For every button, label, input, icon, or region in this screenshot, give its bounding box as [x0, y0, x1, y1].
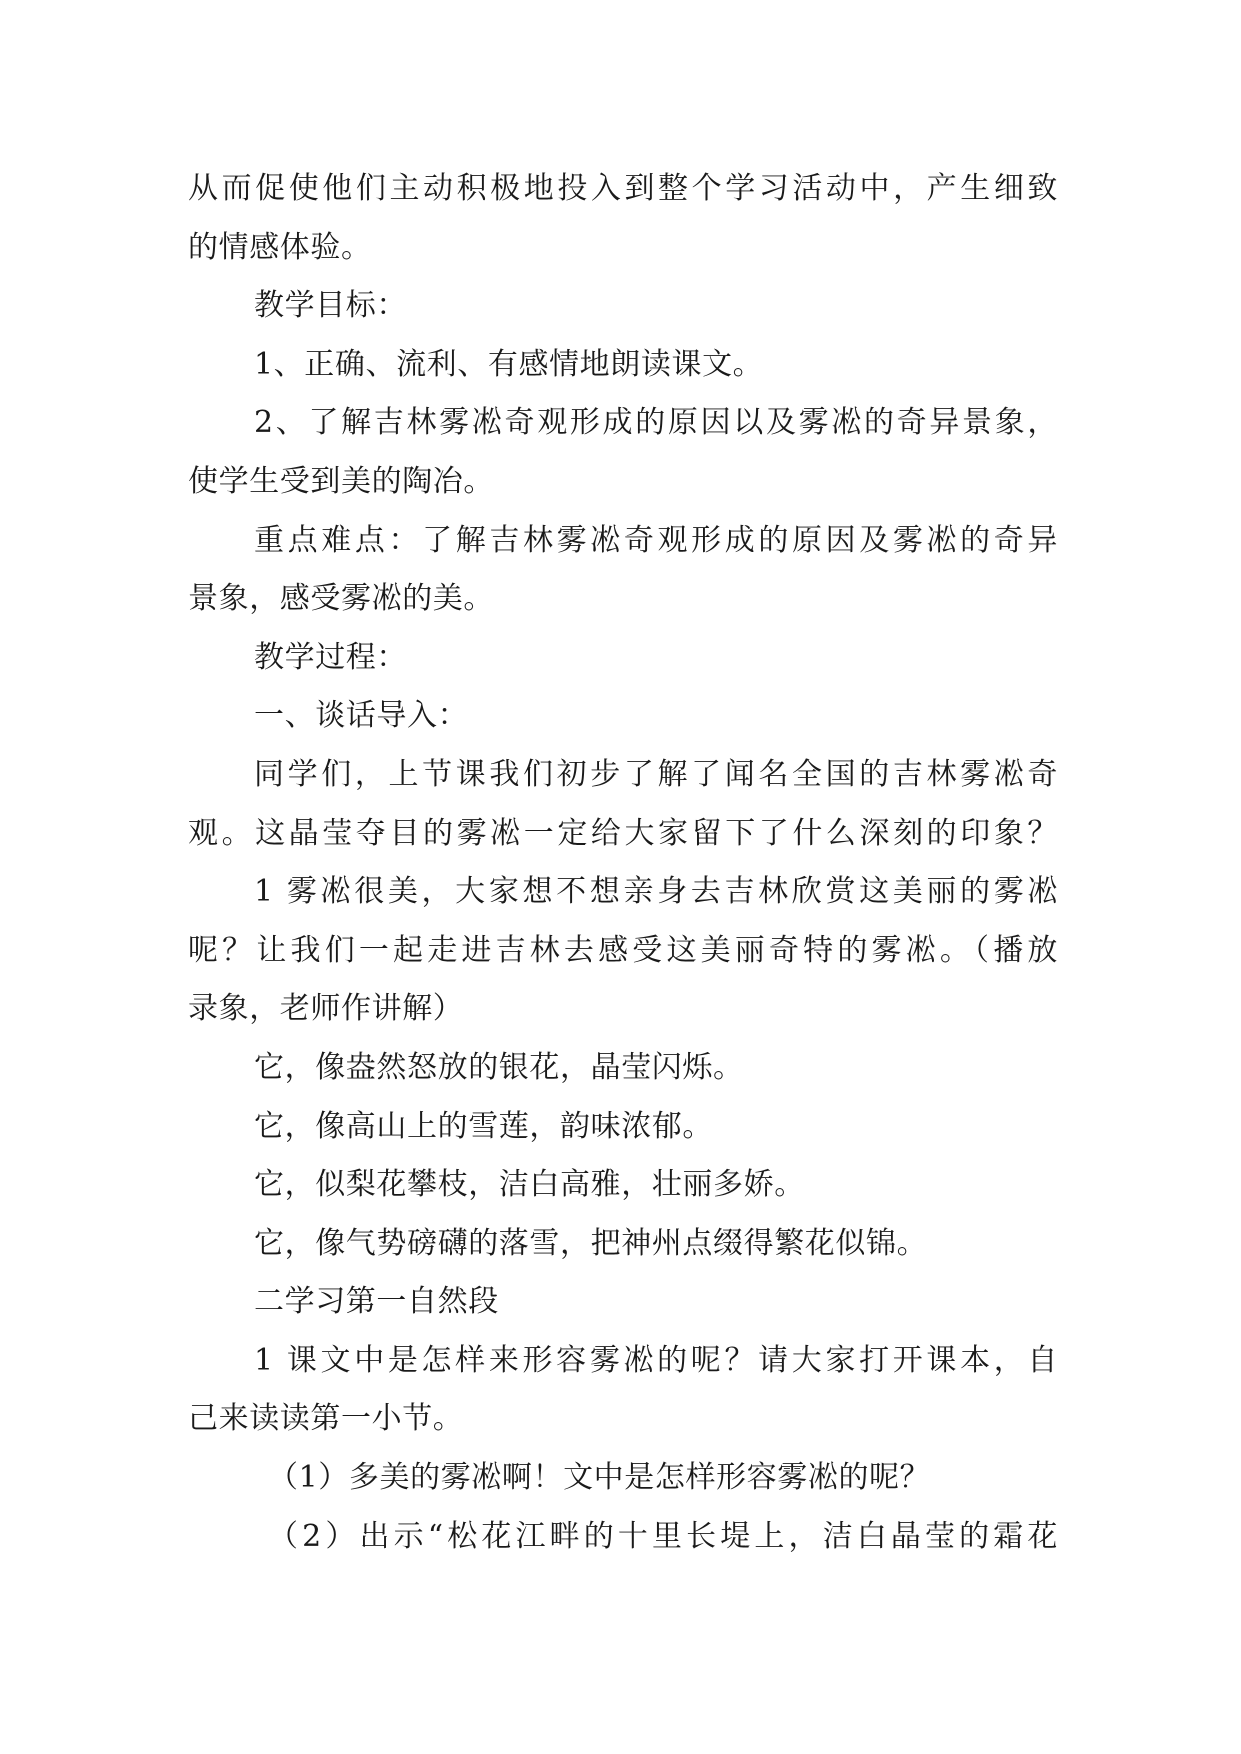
text-line: （1）多美的雾凇啊！文中是怎样形容雾凇的呢？ [268, 1460, 931, 1496]
text-line: 观。这晶莹夺目的雾凇一定给大家留下了什么深刻的印象？ [188, 815, 1058, 851]
text-line: 景象，感受雾凇的美。 [188, 581, 494, 617]
text-line: 重点难点：了解吉林雾凇奇观形成的原因及雾凇的奇异 [254, 522, 1058, 558]
text-line: 2、了解吉林雾凇奇观形成的原因以及雾凇的奇异景象， [254, 405, 1058, 441]
section-heading: 一、谈话导入： [254, 698, 469, 734]
text-line: 同学们，上节课我们初步了解了闻名全国的吉林雾凇奇 [254, 756, 1058, 792]
text-line: 从而促使他们主动积极地投入到整个学习活动中，产生细致 [188, 171, 1058, 206]
text-line: 使学生受到美的陶冶。 [188, 463, 494, 499]
text-line: 它，像高山上的雪莲，韵味浓郁。 [254, 1108, 713, 1144]
section-heading: 教学目标： [254, 288, 407, 324]
text-line: 1 雾凇很美，大家想不想亲身去吉林欣赏这美丽的雾凇 [254, 874, 1058, 910]
text-line: 录象，老师作讲解） [188, 991, 464, 1027]
text-line: 呢？让我们一起走进吉林去感受这美丽奇特的雾凇。（播放 [188, 932, 1058, 968]
document-body [188, 160, 1058, 1566]
text-line: 它，像气势磅礴的落雪，把神州点缀得繁花似锦。 [254, 1225, 928, 1261]
text-line: （2）出示“松花江畔的十里长堤上，洁白晶莹的霜花 [268, 1518, 1058, 1554]
text-line: 1、正确、流利、有感情地朗读课文。 [254, 346, 764, 382]
text-line: 它，似梨花攀枝，洁白高雅，壮丽多娇。 [254, 1167, 805, 1203]
section-heading: 二学习第一自然段 [254, 1284, 499, 1320]
text-line: 己来读读第一小节。 [188, 1401, 464, 1437]
text-line: 1 课文中是怎样来形容雾凇的呢？请大家打开课本，自 [254, 1342, 1058, 1378]
text-line: 的情感体验。 [188, 229, 372, 265]
section-heading: 教学过程： [254, 639, 407, 675]
text-line: 它，像盎然怒放的银花，晶莹闪烁。 [254, 1049, 744, 1085]
